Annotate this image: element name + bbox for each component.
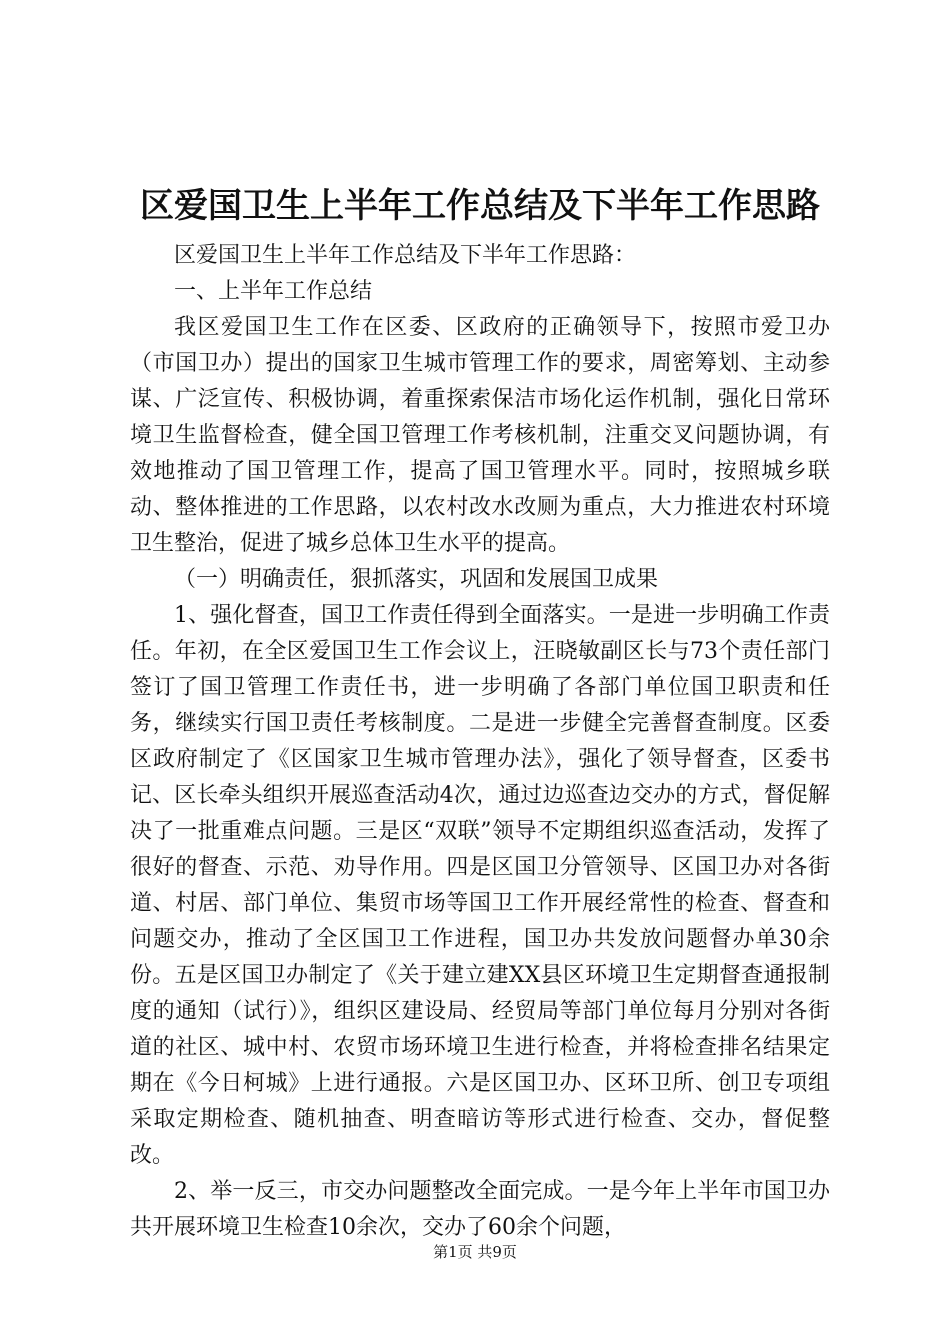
item-1-paragraph: 1、强化督查，国卫工作责任得到全面落实。一是进一步明确工作责任。年初，在全区爱国卫生工作会议上，汪晓敏副区长与73个责任部门签订了国卫管理工作责任书，进一步明确了各部门单位国卫职责和任务，继续实行国卫责任考核制度。二是进一步健全完善督查制度。区委区政府制定了《区国家卫生城市管理办法》，强化了领导督查，区委书记、区长牵头组织开展巡查活动4次，通过边巡查边交办的方式，督促解决了一批重难点问题。三是区“双联”领导不定期组织巡查活动，发挥了很好的督查、示范、劝导作用。四是区国卫分管领导、区国卫办对各街道、村居、部门单位、集贸市场等国卫工作开展经常性的检查、督查和问题交办，推动了全区国卫工作进程，国卫办共发放问题督办单30余份。五是区国卫办制定了《关于建立建XX县区环境卫生定期督查通报制度的通知（试行）》，组织区建设局、经贸局等部门单位每月分别对各街道的社区、城中村、农贸市场环境卫生进行检查，并将检查排名结果定期在《今日柯城》上进行通报。六是区国卫办、区环卫所、创卫专项组采取定期检查、随机抽查、明查暗访等形式进行检查、交办，督促整改。 <box>130 603 830 1168</box>
document-title: 区爱国卫生上半年工作总结及下半年工作思路 <box>140 186 820 226</box>
intro-paragraph: 区爱国卫生上半年工作总结及下半年工作思路： <box>174 243 637 268</box>
item-2-paragraph: 2、举一反三，市交办问题整改全面完成。一是今年上半年市国卫办共开展环境卫生检查10余次，交办了60余个问题， <box>130 1179 830 1240</box>
document-body <box>130 238 830 1246</box>
subsection-heading: （一）明确责任，狠抓落实，巩固和发展国卫成果 <box>174 567 659 592</box>
summary-paragraph: 我区爱国卫生工作在区委、区政府的正确领导下，按照市爱卫办（市国卫办）提出的国家卫生城市管理工作的要求，周密筹划、主动参谋、广泛宣传、积极协调，着重探索保洁市场化运作机制，强化日常环境卫生监督检查，健全国卫管理工作考核机制，注重交叉问题协调，有效地推动了国卫管理工作，提高了国卫管理水平。同时，按照城乡联动、整体推进的工作思路，以农村改水改厕为重点，大力推进农村环境卫生整治，促进了城乡总体卫生水平的提高。 <box>130 315 830 556</box>
section-heading: 一、上半年工作总结 <box>174 279 373 304</box>
page-footer: 第1页 共9页 <box>433 1243 517 1261</box>
